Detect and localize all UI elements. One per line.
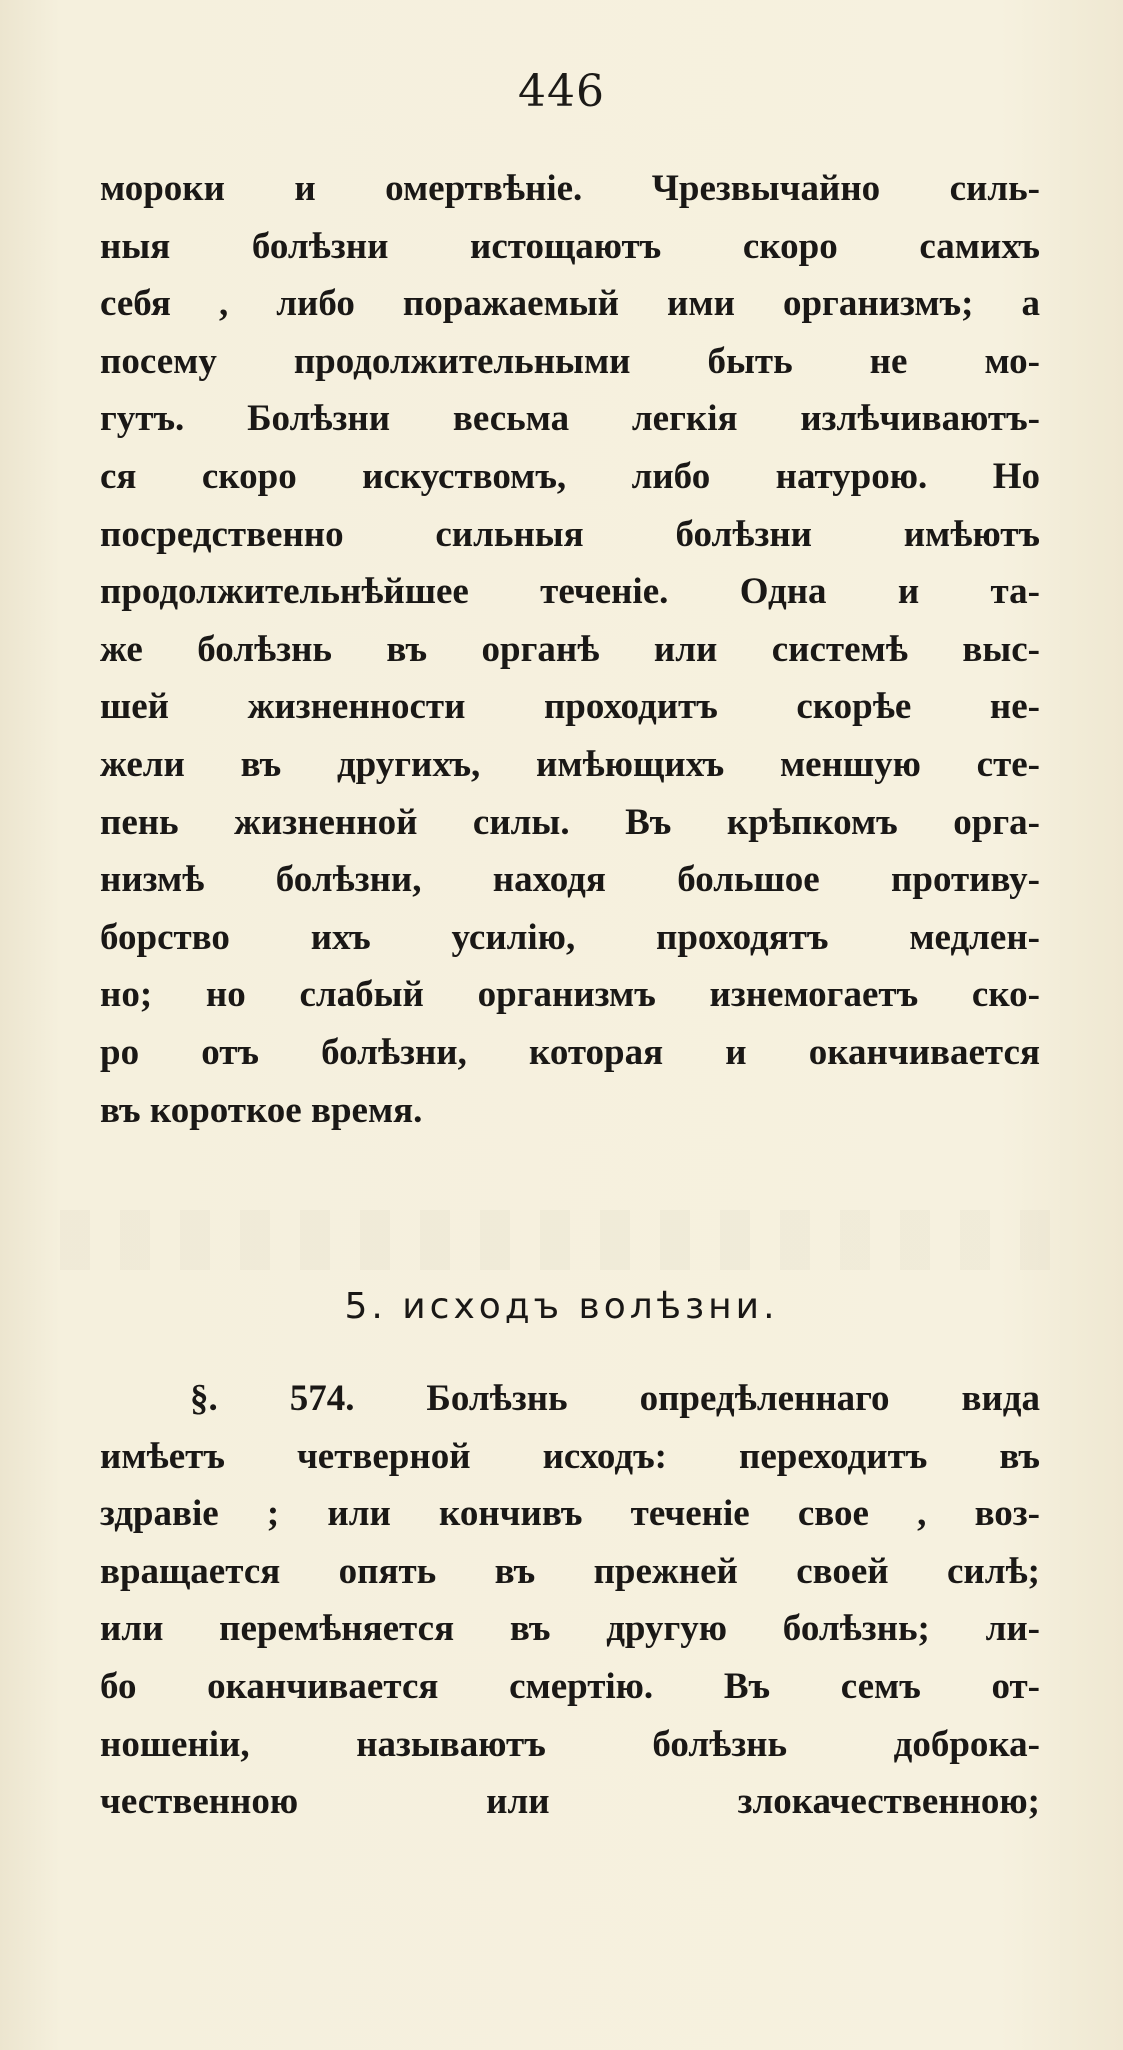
section-heading: 5. исходъ волѣзни. (344, 1286, 779, 1327)
text-line: въ короткое время. (100, 1089, 423, 1131)
text-line: же болѣзнь въ органѣ или системѣ выс- (100, 628, 1040, 670)
text-line: ся скоро искуствомъ, либо натурою. Но (100, 455, 1040, 497)
text-line: пень жизненной силы. Въ крѣпкомъ орга- (100, 801, 1040, 843)
text-line: посредственно сильныя болѣзни имѣютъ (100, 513, 1040, 555)
text-line: гутъ. Болѣзни весьма легкія излѣчиваютъ- (100, 398, 1040, 440)
page-number: 446 (518, 66, 605, 117)
text-line: вращается опять въ прежней своей силѣ; (100, 1550, 1040, 1592)
text-line: но; но слабый организмъ изнемогаетъ ско- (100, 974, 1040, 1016)
bleed-through-shadow (60, 1210, 1060, 1270)
text-line: борство ихъ усилію, проходятъ медлен- (100, 916, 1040, 958)
text-line: низмѣ болѣзни, находя большое противу- (100, 859, 1040, 901)
text-line: чественною или злокачественною; (100, 1781, 1040, 1823)
paragraph-two (100, 1370, 1040, 1831)
text-line: продолжительнѣйшее теченіе. Одна и та- (100, 571, 1040, 613)
text-line: мороки и омертвѣніе. Чрезвычайно силь- (100, 168, 1040, 209)
text-line: имѣетъ четверной исходъ: переходитъ въ (100, 1435, 1040, 1477)
text-line: ношеніи, называютъ болѣзнь доброка- (100, 1723, 1040, 1765)
text-line: шей жизненности проходитъ скорѣе не- (100, 686, 1040, 728)
text-line: §. 574. Болѣзнь опредѣленнаго вида (190, 1378, 1040, 1419)
text-line: ро отъ болѣзни, которая и оканчивается (100, 1031, 1040, 1073)
text-line: жели въ другихъ, имѣющихъ меншую сте- (100, 743, 1040, 785)
text-line: посему продолжительными быть не мо- (100, 340, 1040, 382)
text-line: себя , либо поражаемый ими организмъ; а (100, 283, 1040, 325)
text-line: ныя болѣзни истощаютъ скоро самихъ (100, 225, 1040, 267)
text-line: или перемѣняется въ другую болѣзнь; ли- (100, 1608, 1040, 1650)
text-line: здравіе ; или кончивъ теченіе свое , воз- (100, 1493, 1040, 1535)
text-line: бо оканчивается смертію. Въ семъ от- (100, 1665, 1040, 1707)
paragraph-one (100, 160, 1040, 1139)
